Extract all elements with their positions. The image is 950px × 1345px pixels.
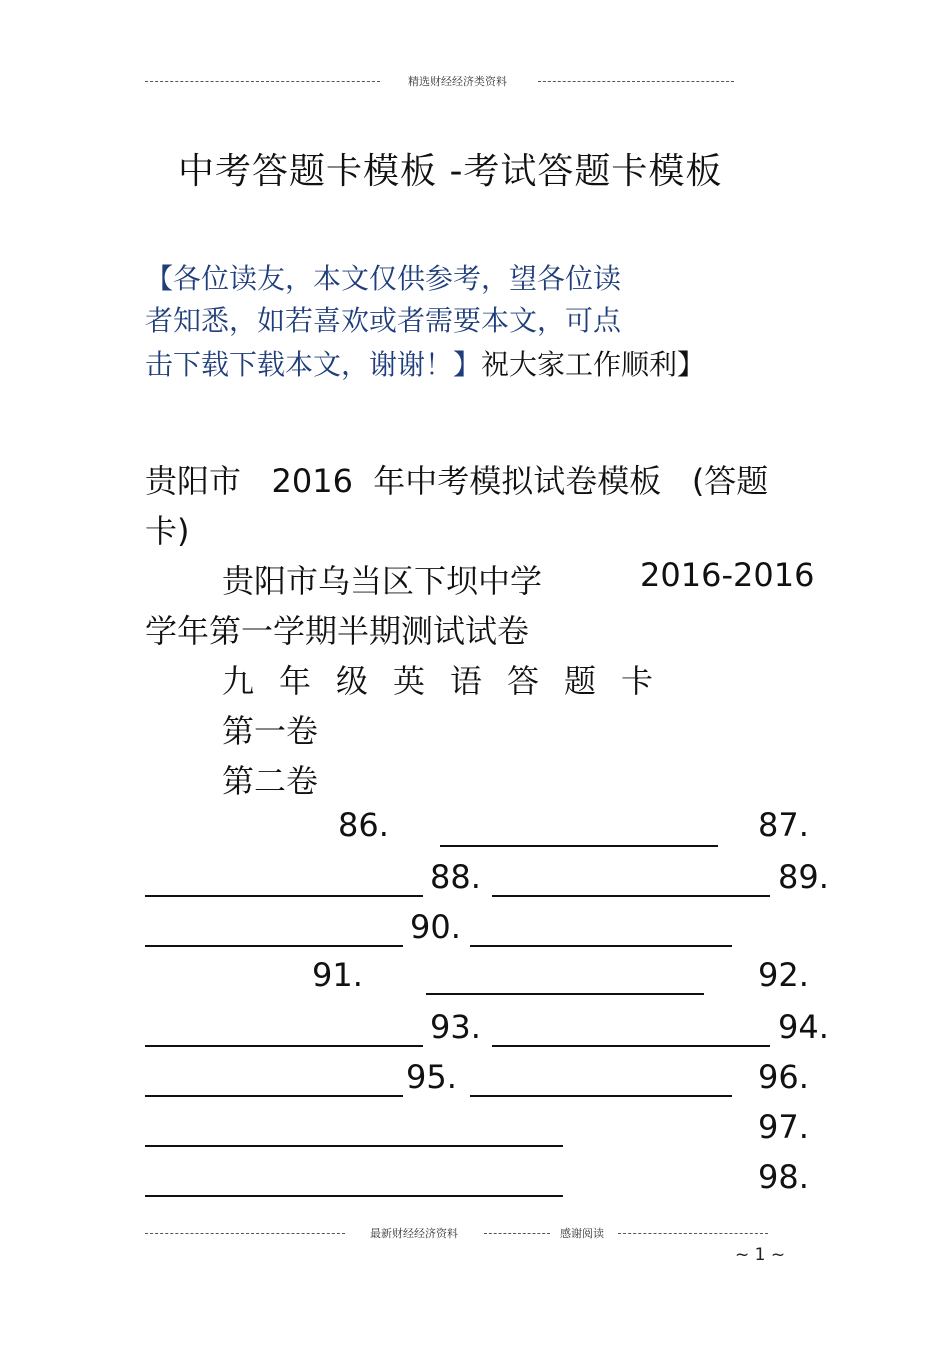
- semester-line: 学年第一学期半期测试试卷: [145, 612, 530, 650]
- answer-label-90: 90.: [410, 908, 461, 946]
- answer-blank-91[interactable]: [426, 993, 704, 995]
- answer-label-86: 86.: [338, 806, 389, 844]
- document-title: 中考答题卡模板 -考试答题卡模板: [178, 151, 723, 192]
- notice-line-3-blue: 击下载下载本文，谢谢！】: [145, 348, 482, 381]
- section-1-heading: 第一卷: [222, 712, 319, 750]
- card-title-char: 卡: [621, 662, 654, 700]
- school-name: 贵阳市乌当区下坝中学: [222, 562, 543, 600]
- notice-line-3-black: 祝大家工作顺利】: [481, 348, 706, 381]
- answer-label-97: 97.: [758, 1108, 809, 1146]
- notice-line-2: 者知悉，如若喜欢或者需要本文，可点: [145, 304, 622, 337]
- exam-heading-line-2: 卡): [145, 512, 190, 550]
- exam-heading-line-1: 贵阳市 2016 年中考模拟试卷模板 (答题: [145, 462, 769, 500]
- answer-label-91: 91.: [312, 956, 363, 994]
- answer-card-title: [222, 656, 653, 702]
- answer-label-89: 89.: [778, 858, 829, 896]
- header-rule-right: [538, 81, 734, 82]
- answer-blank-86[interactable]: [440, 845, 718, 847]
- footer-rule-right: [618, 1233, 768, 1234]
- answer-blank-90[interactable]: [470, 945, 732, 947]
- answer-blank-96[interactable]: [145, 1145, 563, 1147]
- header-label: 精选财经经济类资料: [408, 75, 507, 88]
- answer-label-98: 98.: [758, 1158, 809, 1196]
- footer-rule-middle: [484, 1233, 550, 1234]
- answer-label-94: 94.: [778, 1008, 829, 1046]
- card-title-char: 级: [336, 662, 369, 700]
- footer-label-right: 感谢阅读: [560, 1227, 604, 1240]
- card-title-char: 年: [279, 662, 312, 700]
- answer-blank-88[interactable]: [492, 895, 770, 897]
- answer-label-95: 95.: [406, 1058, 457, 1096]
- footer-label-left: 最新财经经济资料: [370, 1227, 458, 1240]
- answer-blank-97[interactable]: [145, 1195, 563, 1197]
- answer-blank-94[interactable]: [145, 1095, 403, 1097]
- answer-label-93: 93.: [430, 1008, 481, 1046]
- answer-label-87: 87.: [758, 806, 809, 844]
- footer-rule-left: [145, 1233, 345, 1234]
- answer-label-96: 96.: [758, 1058, 809, 1096]
- answer-blank-89[interactable]: [145, 945, 403, 947]
- page-number: ~ 1 ~: [735, 1245, 786, 1265]
- notice-line-3: [145, 344, 705, 386]
- answer-label-88: 88.: [430, 858, 481, 896]
- card-title-char: 答: [507, 662, 540, 700]
- header-rule-left: [145, 81, 380, 82]
- notice-line-1: 【各位读友，本文仅供参考，望各位读: [145, 262, 622, 295]
- card-title-char: 语: [450, 662, 483, 700]
- answer-blank-92[interactable]: [145, 1045, 423, 1047]
- card-title-char: 题: [564, 662, 597, 700]
- answer-blank-93[interactable]: [492, 1045, 770, 1047]
- answer-blank-87[interactable]: [145, 895, 423, 897]
- answer-blank-95[interactable]: [470, 1095, 732, 1097]
- school-year: 2016-2016: [640, 556, 815, 594]
- card-title-char: 英: [393, 662, 426, 700]
- card-title-char: 九: [222, 662, 255, 700]
- answer-label-92: 92.: [758, 956, 809, 994]
- section-2-heading: 第二卷: [222, 762, 319, 800]
